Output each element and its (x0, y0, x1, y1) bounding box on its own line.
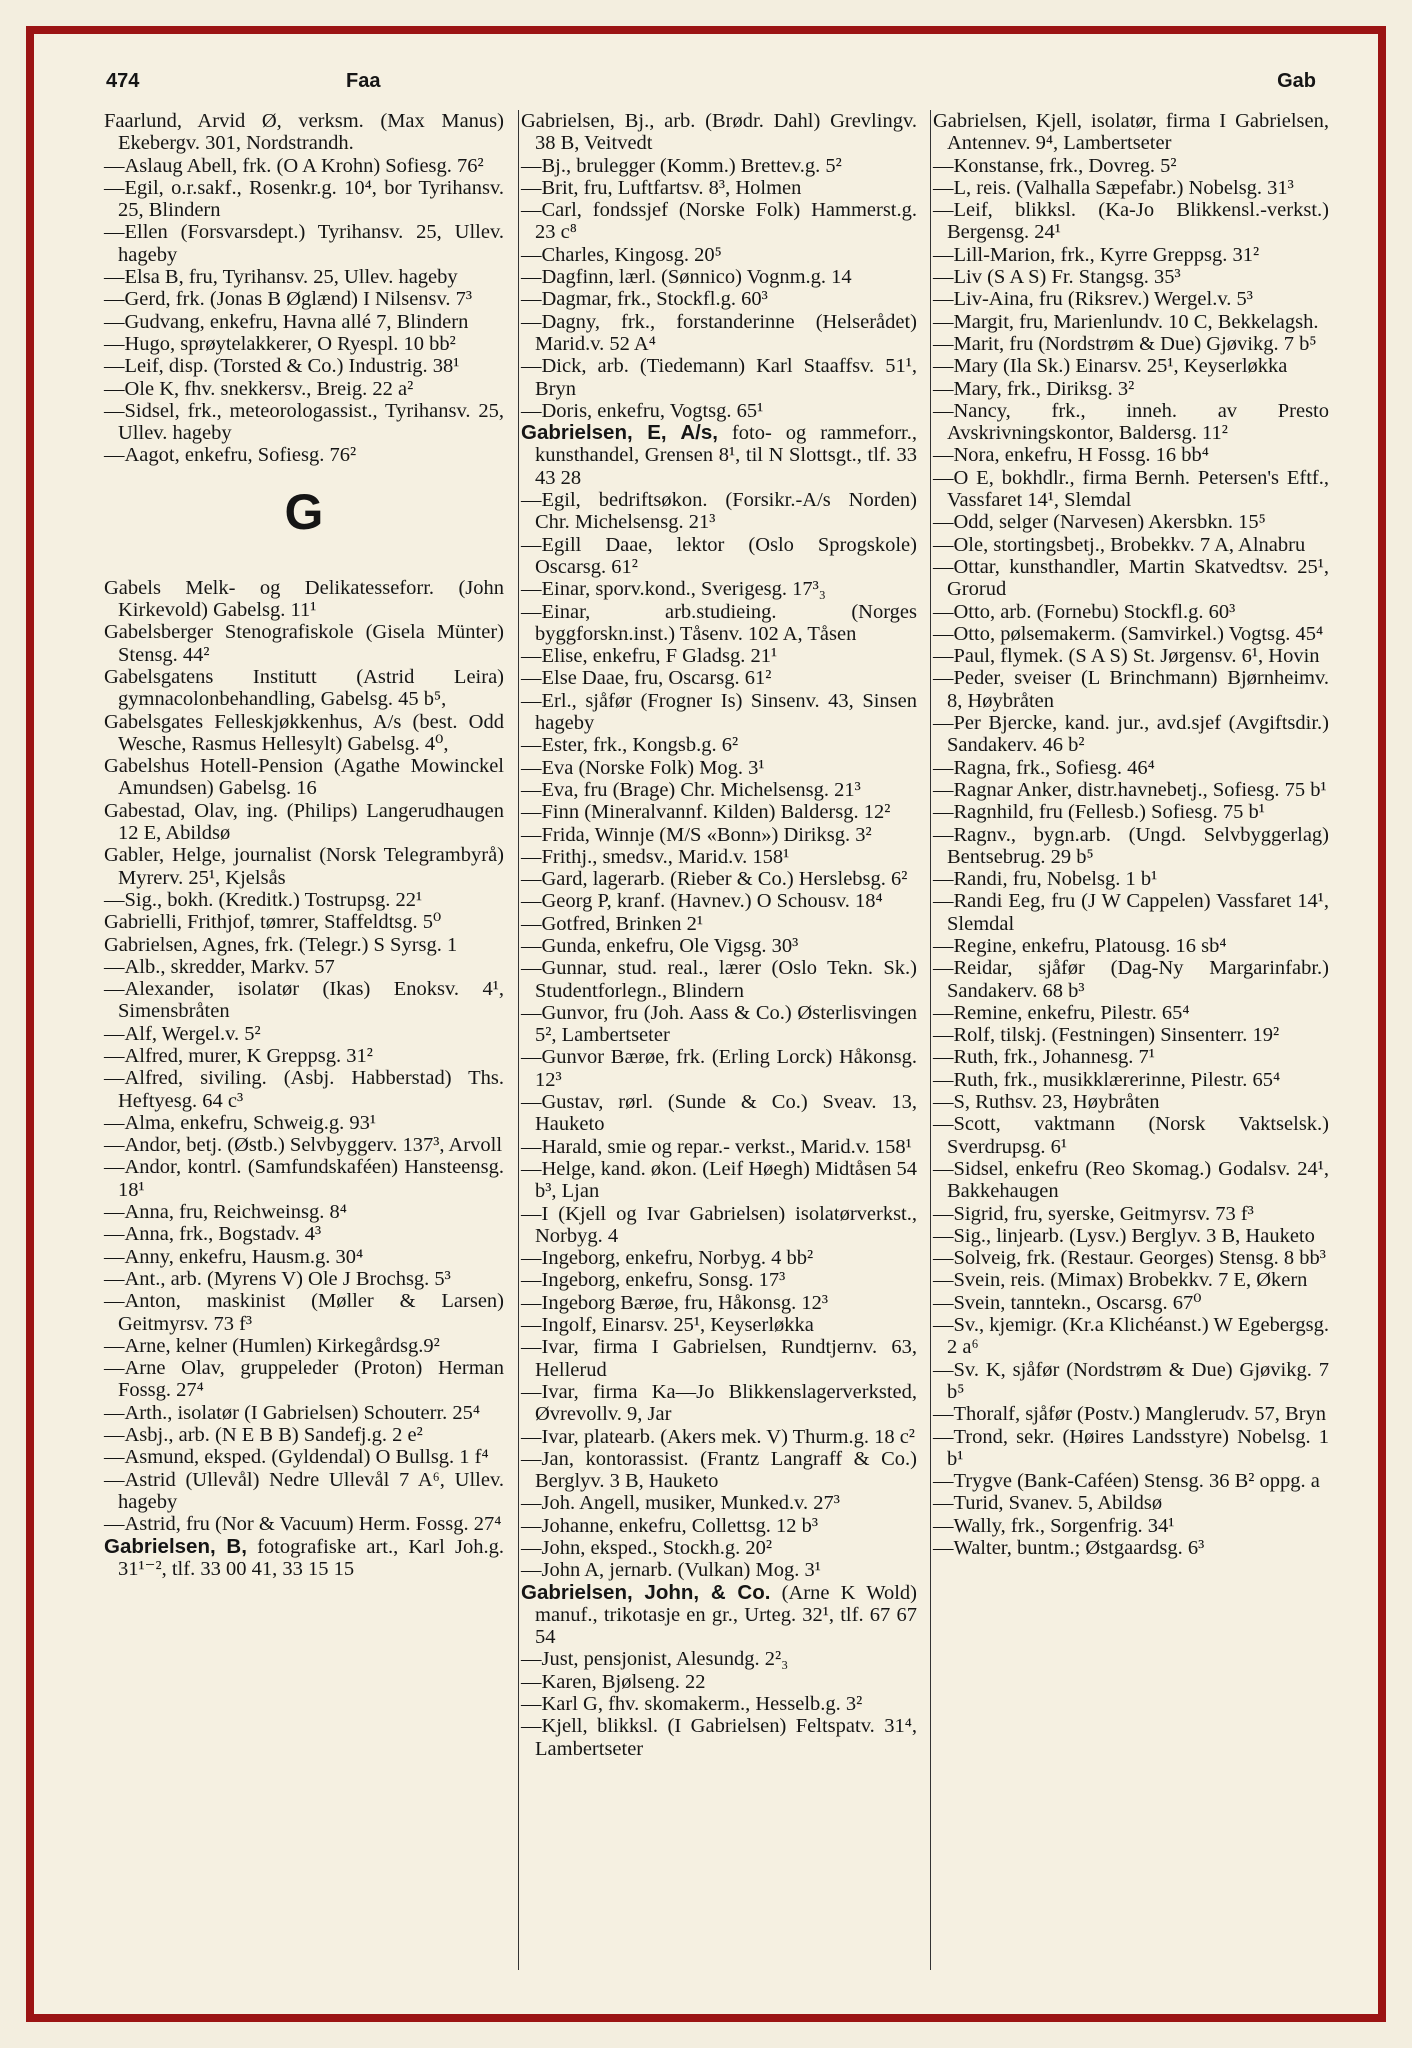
directory-entry: —Joh. Angell, musiker, Munked.v. 27³ (521, 1492, 840, 1515)
entry-name-bold: Gabrielsen, B, (104, 1534, 247, 1558)
directory-entry: —Arne Olav, gruppeleder (Proton) Herman Fossg. 27⁴ (104, 1357, 504, 1402)
directory-entry: —Jan, kontorassist. (Frantz Langraff & Co.) Berglyv. 3 B, Hauketo (521, 1447, 917, 1493)
directory-entry: Gabestad, Olav, ing. (Philips) Langerudhaugen 12 E, Abildsø (104, 799, 504, 845)
directory-entry: —Egil, bedriftsøkon. (Forsikr.-A/s Norden) Chr. Michelsensg. 21³ (521, 489, 917, 534)
directory-entry: —Just, pensjonist, Alesundg. 2²₃ (521, 1648, 789, 1671)
directory-entry: —John A, jernarb. (Vulkan) Mog. 3¹ (521, 1559, 821, 1582)
directory-entry: —Sv., kjemigr. (Kr.a Klichéanst.) W Egebergsg. 2 a⁶ (933, 1314, 1329, 1359)
directory-entry: —Charles, Kingosg. 20⁵ (521, 243, 722, 266)
directory-entry: —Liv-Aina, fru (Riksrev.) Wergel.v. 5³ (933, 288, 1253, 311)
directory-columns (104, 110, 1329, 1970)
directory-entry: —Trond, sekr. (Høires Landsstyre) Nobelsg. 1 b¹ (933, 1425, 1329, 1470)
directory-entry: —Mary (Ila Sk.) Einarsv. 25¹, Keyserløkka (933, 355, 1288, 378)
directory-entry: —Peder, sveiser (L Brinchmann) Bjørnheimv. 8, Høybråten (933, 667, 1329, 712)
running-header (76, 40, 1336, 92)
column-2-entries-b (521, 489, 917, 1582)
directory-entry: —Sigrid, fru, syerske, Geitmyrsv. 73 f³ (933, 1202, 1254, 1225)
directory-entry: —Ingeborg, enkefru, Sonsg. 17³ (521, 1269, 786, 1292)
entry-name-bold: Gabrielsen, E, A/s, (521, 421, 718, 445)
column-1-entries-before (104, 110, 504, 467)
directory-entry: Gabrielsen, Agnes, frk. (Telegr.) S Syrsg. 1 (104, 933, 458, 956)
directory-entry: —Ruth, frk., Johannesg. 7¹ (933, 1046, 1155, 1069)
directory-entry: —Odd, selger (Narvesen) Akersbkn. 15⁵ (933, 511, 1266, 534)
column-3 (930, 110, 1329, 1970)
directory-entry: Gabrielli, Frithjof, tømrer, Staffeldtsg. 5⁰ (104, 911, 442, 934)
directory-entry: —Ingolf, Einarsv. 25¹, Keyserløkka (521, 1314, 814, 1337)
directory-entry: —Ivar, platearb. (Akers mek. V) Thurm.g. 18 c² (521, 1425, 915, 1448)
directory-entry: —Johanne, enkefru, Collettsg. 12 b³ (521, 1514, 819, 1537)
directory-entry: —Otto, pølsemakerm. (Samvirkel.) Vogtsg. 45⁴ (933, 622, 1324, 645)
directory-entry: —Leif, disp. (Torsted & Co.) Industrig. 38¹ (104, 355, 460, 378)
directory-entry: —Randi, fru, Nobelsg. 1 b¹ (933, 868, 1158, 891)
directory-entry: Faarlund, Arvid Ø, verksm. (Max Manus) Ekebergv. 301, Nordstrandh. (104, 110, 504, 155)
directory-entry: —Ottar, kunsthandler, Martin Skatvedtsv. 25¹, Grorud (933, 555, 1329, 601)
directory-entry: —Alexander, isolatør (Ikas) Enoksv. 4¹, Simensbråten (104, 978, 504, 1023)
directory-entry: —Svein, tanntekn., Oscarsg. 67⁰ (933, 1291, 1202, 1314)
directory-entry: —Dick, arb. (Tiedemann) Karl Staaffsv. 51¹, Bryn (521, 355, 917, 400)
directory-entry: —Asbj., arb. (N E B B) Sandefj.g. 2 e² (104, 1424, 423, 1447)
directory-entry: —Ivar, firma Ka—Jo Blikkenslagerverksted, Øvrevollv. 9, Jar (521, 1380, 917, 1426)
directory-entry: —Marit, fru (Nordstrøm & Due) Gjøvikg. 7 b⁵ (933, 332, 1317, 355)
entry-detail: foto- og rammeforr., kunsthandel, Grensen 8¹, til N Slottsgt., tlf. 33 43 28 (535, 422, 917, 489)
directory-entry: —Svein, reis. (Mimax) Brobekkv. 7 E, Økern (933, 1269, 1308, 1292)
directory-entry: —Frithj., smedsv., Marid.v. 158¹ (521, 845, 790, 868)
directory-entry: —Helge, kand. økon. (Leif Høegh) Midtåsen 54 b³, Ljan (521, 1157, 917, 1203)
directory-entry: —Asmund, eksped. (Gyldendal) O Bullsg. 1 f⁴ (104, 1446, 489, 1469)
directory-entry: —O E, bokhdlr., firma Bernh. Petersen's Eftf., Vassfaret 14¹, Slemdal (933, 466, 1329, 512)
directory-entry: Gabels Melk- og Delikatesseforr. (John Kirkevold) Gabelsg. 11¹ (104, 576, 504, 622)
directory-entry: —Aagot, enkefru, Sofiesg. 76² (104, 444, 357, 467)
directory-entry: Gabrielsen, Bj., arb. (Brødr. Dahl) Grevlingv. 38 B, Veitvedt (521, 110, 917, 155)
directory-entry: —Harald, smie og repar.- verkst., Marid.v. 158¹ (521, 1135, 912, 1158)
directory-entry: —Alf, Wergel.v. 5² (104, 1022, 261, 1045)
directory-entry: —Anton, maskinist (Møller & Larsen) Geitmyrsv. 73 f³ (104, 1290, 504, 1335)
directory-entry: —Reidar, sjåfør (Dag-Ny Margarinfabr.) Sandakerv. 68 b³ (933, 957, 1329, 1002)
directory-entry: —Arne, kelner (Humlen) Kirkegårdsg.9² (104, 1334, 440, 1357)
directory-entry: —Ester, frk., Kongsb.g. 6² (521, 734, 739, 757)
directory-entry: —Wally, frk., Sorgenfrig. 34¹ (933, 1514, 1175, 1537)
directory-entry: Gabelsgates Felleskjøkkenhus, A/s (best. Odd Wesche, Rasmus Hellesylt) Gabelsg. 4⁰, (104, 710, 504, 755)
directory-entry: —Per Bjercke, kand. jur., avd.sjef (Avgiftsdir.) Sandakerv. 46 b² (933, 712, 1329, 757)
column-2 (518, 110, 917, 1970)
directory-entry: —Einar, arb.studieing. (Norges byggforskn.inst.) Tåsenv. 102 A, Tåsen (521, 600, 917, 645)
directory-entry: —Gustav, rørl. (Sunde & Co.) Sveav. 13, Hauketo (521, 1091, 917, 1136)
directory-entry: —Walter, buntm.; Østgaardsg. 6³ (933, 1537, 1205, 1559)
directory-entry: —Sig., linjearb. (Lysv.) Berglyv. 3 B, Hauketo (933, 1224, 1315, 1247)
directory-entry: —Ragna, frk., Sofiesg. 46⁴ (933, 756, 1155, 779)
directory-entry: —Ragnar Anker, distr.havnebetj., Sofiesg. 75 b¹ (933, 778, 1327, 801)
directory-entry: —Rolf, tilskj. (Festningen) Sinsenterr. 19² (933, 1024, 1280, 1047)
directory-entry: —Dagny, frk., forstanderinne (Helserådet) Marid.v. 52 A⁴ (521, 310, 917, 355)
directory-entry: —Aslaug Abell, frk. (O A Krohn) Sofiesg. 76² (104, 154, 484, 177)
entry-name-bold: Gabrielsen, John, & Co. (521, 1580, 771, 1604)
entry-detail: fotografiske art., Karl Joh.g. 31¹⁻², tlf. 33 00 41, 33 15 15 (118, 1535, 504, 1580)
directory-entry: —Gotfred, Brinken 2¹ (521, 912, 704, 935)
directory-entry: —Karen, Bjølseng. 22 (521, 1670, 706, 1693)
directory-entry: —Liv (S A S) Fr. Stangsg. 35³ (933, 266, 1181, 289)
directory-entry: —L, reis. (Valhalla Sæpefabr.) Nobelsg. 31³ (933, 176, 1294, 199)
directory-entry: —Anna, frk., Bogstadv. 4³ (104, 1223, 322, 1246)
directory-entry: —Andor, kontrl. (Samfundskaféen) Hansteensg. 18¹ (104, 1156, 504, 1201)
directory-entry: —Otto, arb. (Fornebu) Stockfl.g. 60³ (933, 600, 1236, 623)
directory-entry: —Eva, fru (Brage) Chr. Michelsensg. 21³ (521, 778, 861, 801)
directory-entry: —Gunvor, fru (Joh. Aass & Co.) Østerlisvingen 5², Lambertseter (521, 1001, 917, 1047)
directory-entry: —Georg P, kranf. (Havnev.) O Schousv. 18⁴ (521, 890, 883, 913)
directory-entry: —Dagmar, frk., Stockfl.g. 60³ (521, 288, 768, 311)
directory-entry: —Thoralf, sjåfør (Postv.) Manglerudv. 57, Bryn (933, 1403, 1327, 1426)
directory-entry: —Karl G, fhv. skomakerm., Hesselb.g. 3² (521, 1693, 863, 1716)
directory-entry: —Randi Eeg, fru (J W Cappelen) Vassfaret 14¹, Slemdal (933, 890, 1329, 935)
directory-entry: —Dagfinn, lærl. (Sønnico) Vognm.g. 14 (521, 266, 852, 289)
directory-entry: —Arth., isolatør (I Gabrielsen) Schouterr. 25⁴ (104, 1401, 481, 1424)
directory-entry: —Scott, vaktmann (Norsk Vaktselsk.) Sverdrupsg. 6¹ (933, 1113, 1329, 1158)
guide-word-right: Gab (1277, 70, 1316, 92)
entry-detail: (Arne K Wold) manuf., trikotasje en gr., Urteg. 32¹, tlf. 67 67 54 (535, 1581, 917, 1649)
directory-entry: —Ragnhild, fru (Fellesb.) Sofiesg. 75 b¹ (933, 801, 1265, 824)
directory-entry: —Carl, fondssjef (Norske Folk) Hammerst.g. 23 c⁸ (521, 199, 917, 244)
directory-entry: —Astrid, fru (Nor & Vacuum) Herm. Fossg. 27⁴ (104, 1513, 502, 1536)
directory-entry: —Lill-Marion, frk., Kyrre Greppsg. 31² (933, 243, 1260, 266)
directory-entry: —Sidsel, enkefru (Reo Skomag.) Godalsv. 24¹, Bakkehaugen (933, 1157, 1329, 1203)
directory-entry: —Mary, frk., Diriksg. 3² (933, 377, 1135, 400)
column-2-entries-c (521, 1648, 917, 1759)
directory-entry: —Brit, fru, Luftfartsv. 8³, Holmen (521, 176, 802, 199)
directory-entry: —Ingeborg Bærøe, fru, Håkonsg. 12³ (521, 1291, 828, 1314)
directory-entry: —Konstanse, frk., Dovreg. 5² (933, 154, 1177, 177)
column-1-entries-after (104, 577, 504, 1536)
directory-entry: —Gard, lagerarb. (Rieber & Co.) Herslebsg. 6² (521, 868, 908, 891)
directory-entry: —Ole, stortingsbetj., Brobekkv. 7 A, Alnabru (933, 533, 1306, 556)
directory-entry: —Remine, enkefru, Pilestr. 65⁴ (933, 1001, 1190, 1024)
directory-entry: —Bj., brulegger (Komm.) Brettev.g. 5² (521, 154, 842, 177)
column-1 (104, 110, 504, 1970)
directory-entry: —Gunvor Bærøe, frk. (Erling Lorck) Håkonsg. 12³ (521, 1046, 917, 1091)
directory-entry: —Ant., arb. (Myrens V) Ole J Brochsg. 5³ (104, 1267, 451, 1290)
directory-entry: —Else Daae, fru, Oscarsg. 61² (521, 667, 772, 690)
directory-entry: —Ellen (Forsvarsdept.) Tyrihansv. 25, Ullev. hageby (104, 221, 504, 266)
directory-entry: —Alfred, murer, K Greppsg. 31² (104, 1044, 373, 1067)
directory-entry: —Nancy, frk., inneh. av Presto Avskrivningskontor, Baldersg. 11² (933, 399, 1329, 445)
directory-entry: —Turid, Svanev. 5, Abildsø (933, 1492, 1163, 1515)
directory-entry: —Gunda, enkefru, Ole Vigsg. 30³ (521, 934, 799, 957)
directory-entry: —John, eksped., Stockh.g. 20² (521, 1537, 772, 1559)
directory-entry: —Einar, sporv.kond., Sverigesg. 17³₃ (521, 578, 826, 601)
directory-entry: —Anny, enkefru, Hausm.g. 30⁴ (104, 1245, 364, 1268)
directory-entry: Gabler, Helge, journalist (Norsk Telegrambyrå) Myrerv. 25¹, Kjelsås (104, 844, 504, 889)
directory-entry: —Ingeborg, enkefru, Norbyg. 4 bb² (521, 1247, 814, 1270)
directory-entry: —Sv. K, sjåfør (Nordstrøm & Due) Gjøvikg. 7 b⁵ (933, 1358, 1329, 1403)
directory-entry: —Ruth, frk., musikklærerinne, Pilestr. 65⁴ (933, 1068, 1281, 1091)
directory-entry: —Frida, Winnje (M/S «Bonn») Diriksg. 3² (521, 823, 872, 846)
directory-entry: Gabelsberger Stenografiskole (Gisela Münter) Stensg. 44² (104, 621, 504, 666)
page-number: 474 (106, 70, 140, 92)
directory-entry-bold (521, 1582, 917, 1649)
directory-entry: —Gerd, frk. (Jonas B Øglænd) I Nilsensv. 7³ (104, 288, 473, 311)
directory-entry: —Elise, enkefru, F Gladsg. 21¹ (521, 645, 778, 668)
directory-entry: —Sig., bokh. (Kreditk.) Tostrupsg. 22¹ (104, 888, 423, 911)
directory-entry: —Anna, fru, Reichweinsg. 8⁴ (104, 1201, 347, 1224)
directory-entry: —Alma, enkefru, Schweig.g. 93¹ (104, 1111, 377, 1134)
directory-entry: —Ole K, fhv. snekkersv., Breig. 22 a² (104, 377, 414, 400)
directory-entry: —Gudvang, enkefru, Havna allé 7, Blindern (104, 310, 469, 333)
directory-entry: —I (Kjell og Ivar Gabrielsen) isolatørverkst., Norbyg. 4 (521, 1202, 917, 1247)
directory-entry: —Elsa B, fru, Tyrihansv. 25, Ullev. hageby (104, 266, 458, 289)
directory-entry: Gabrielsen, Kjell, isolatør, firma I Gabrielsen, Antennev. 9⁴, Lambertseter (933, 110, 1329, 155)
directory-entry: —Egil, o.r.sakf., Rosenkr.g. 10⁴, bor Tyrihansv. 25, Blindern (104, 176, 504, 222)
directory-entry: —Nora, enkefru, H Fossg. 16 bb⁴ (933, 444, 1209, 467)
directory-entry-bold (521, 422, 917, 489)
column-2-entries-a (521, 110, 917, 422)
directory-entry: —Hugo, sprøytelakkerer, O Ryespl. 10 bb² (104, 332, 456, 355)
directory-entry: —Andor, betj. (Østb.) Selvbyggerv. 137³, Arvoll (104, 1134, 503, 1157)
directory-entry: —Margit, fru, Marienlundv. 10 C, Bekkelagsh. (933, 310, 1319, 333)
directory-entry: —Egill Daae, lektor (Oslo Sprogskole) Oscarsg. 61² (521, 533, 917, 578)
directory-entry: —S, Ruthsv. 23, Høybråten (933, 1091, 1160, 1114)
directory-entry: —Doris, enkefru, Vogtsg. 65¹ (521, 399, 764, 422)
directory-entry: —Trygve (Bank-Caféen) Stensg. 36 B² oppg. a (933, 1470, 1320, 1493)
directory-entry: —Paul, flymek. (S A S) St. Jørgensv. 6¹, Hovin (933, 645, 1320, 668)
directory-entry: Gabelshus Hotell-Pension (Agathe Mowinckel Amundsen) Gabelsg. 16 (104, 755, 504, 800)
directory-entry: —Alb., skredder, Markv. 57 (104, 955, 335, 978)
directory-entry: —Astrid (Ullevål) Nedre Ullevål 7 A⁶, Ullev. hageby (104, 1468, 504, 1513)
directory-entry: —Leif, blikksl. (Ka-Jo Blikkensl.-verkst.) Bergensg. 24¹ (933, 199, 1329, 244)
directory-entry: —Sidsel, frk., meteorologassist., Tyrihansv. 25, Ullev. hageby (104, 399, 504, 445)
directory-entry: —Ivar, firma I Gabrielsen, Rundtjernv. 63, Hellerud (521, 1336, 917, 1381)
directory-entry-bold (104, 1536, 504, 1581)
directory-entry: —Ragnv., bygn.arb. (Ungd. Selvbyggerlag) Bentsebrug. 29 b⁵ (933, 823, 1329, 868)
directory-entry: —Kjell, blikksl. (I Gabrielsen) Feltspatv. 31⁴, Lambertseter (521, 1715, 917, 1760)
directory-entry: Gabelsgatens Institutt (Astrid Leira) gymnacolonbehandling, Gabelsg. 45 b⁵, (104, 665, 504, 711)
directory-entry: —Solveig, frk. (Restaur. Georges) Stensg. 8 bb³ (933, 1247, 1326, 1270)
directory-entry: —Regine, enkefru, Platousg. 16 sb⁴ (933, 934, 1227, 957)
directory-entry: —Gunnar, stud. real., lærer (Oslo Tekn. Sk.) Studentforlegn., Blindern (521, 957, 917, 1002)
directory-entry: —Alfred, siviling. (Asbj. Habberstad) Ths. Heftyesg. 64 c³ (104, 1067, 504, 1112)
directory-entry: —Finn (Mineralvannf. Kilden) Baldersg. 12² (521, 801, 891, 824)
guide-word-left: Faa (346, 70, 381, 92)
column-3-entries (933, 110, 1329, 1559)
directory-entry: —Eva (Norske Folk) Mog. 3¹ (521, 756, 765, 779)
section-letter: G (284, 483, 324, 540)
directory-entry: —Erl., sjåfør (Frogner Is) Sinsenv. 43, Sinsen hageby (521, 689, 917, 735)
